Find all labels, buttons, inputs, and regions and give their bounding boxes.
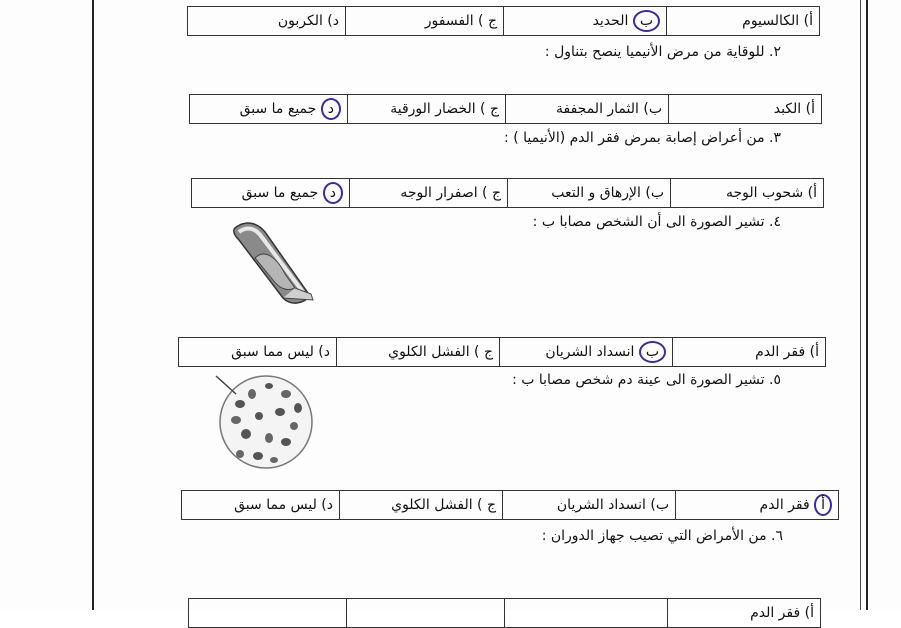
q2-option-d[interactable]: د جميع ما سبق: [190, 95, 348, 124]
question-5-text: ٥. تشير الصورة الى عينة دم شخص مصابا ب :: [512, 372, 781, 388]
answer-circle: ب: [639, 341, 666, 363]
q5-option-d[interactable]: د) ليس مما سبق: [182, 491, 340, 520]
question-3-text: ٣. من أعراض إصابة بمرض فقر الدم (الأنيميا ) :: [504, 130, 781, 146]
q6-option-b[interactable]: [505, 599, 668, 628]
q1-option-d[interactable]: د) الكربون: [188, 7, 346, 36]
q4-option-a[interactable]: أ) فقر الدم: [673, 338, 826, 367]
q4-option-d[interactable]: د) ليس مما سبق: [179, 338, 337, 367]
answer-circle: د: [323, 182, 343, 204]
q2-options-table: [189, 94, 822, 124]
question-4-text: ٤. تشير الصورة الى أن الشخص مصابا ب :: [532, 214, 781, 230]
q6-option-d[interactable]: [189, 599, 347, 628]
q1-option-a[interactable]: أ) الكالسيوم: [667, 7, 820, 36]
answer-circle: د: [321, 98, 341, 120]
q4-options-table: [178, 337, 826, 367]
q3-option-d[interactable]: د جميع ما سبق: [192, 179, 350, 208]
answer-circle: أ: [814, 494, 832, 516]
q5-options-table: [181, 490, 839, 520]
q4-option-b[interactable]: ب انسداد الشريان: [500, 338, 673, 367]
blocked-artery-image: [225, 218, 320, 308]
q3-options-table: [191, 178, 824, 208]
q2-option-b[interactable]: ب) الثمار المجففة: [506, 95, 669, 124]
question-2-text: ٢. للوقاية من مرض الأنيميا ينصح بتناول :: [544, 44, 781, 60]
q1-option-b[interactable]: ب الحديد: [504, 7, 667, 36]
q3-option-b[interactable]: ب) الإرهاق و التعب: [508, 179, 671, 208]
page-border-right-inner: [860, 0, 861, 610]
q4-option-c[interactable]: ج ) الفشل الكلوي: [337, 338, 500, 367]
q6-option-c[interactable]: [347, 599, 505, 628]
q5-option-c[interactable]: ج ) الفشل الكلوي: [340, 491, 503, 520]
blood-sample-image: [214, 372, 319, 472]
q5-option-b[interactable]: ب) انسداد الشريان: [503, 491, 676, 520]
question-6-text: ٦. من الأمراض التي تصيب جهاز الدوران :: [541, 528, 783, 544]
q6-option-a[interactable]: أ) فقر الدم: [668, 599, 821, 628]
q1-option-c[interactable]: ج ) الفسفور: [346, 7, 504, 36]
q1-options-table: [187, 6, 820, 36]
q3-option-a[interactable]: أ) شحوب الوجه: [671, 179, 824, 208]
q2-option-c[interactable]: ج ) الخضار الورقية: [348, 95, 506, 124]
q5-option-a[interactable]: أ فقر الدم: [676, 491, 839, 520]
q6-options-table: [188, 598, 821, 628]
page-border-right-outer: [866, 0, 868, 610]
q2-option-a[interactable]: أ) الكبد: [669, 95, 822, 124]
page-border-left: [92, 0, 94, 610]
answer-circle: ب: [633, 10, 660, 32]
q3-option-c[interactable]: ج ) اصفرار الوجه: [350, 179, 508, 208]
